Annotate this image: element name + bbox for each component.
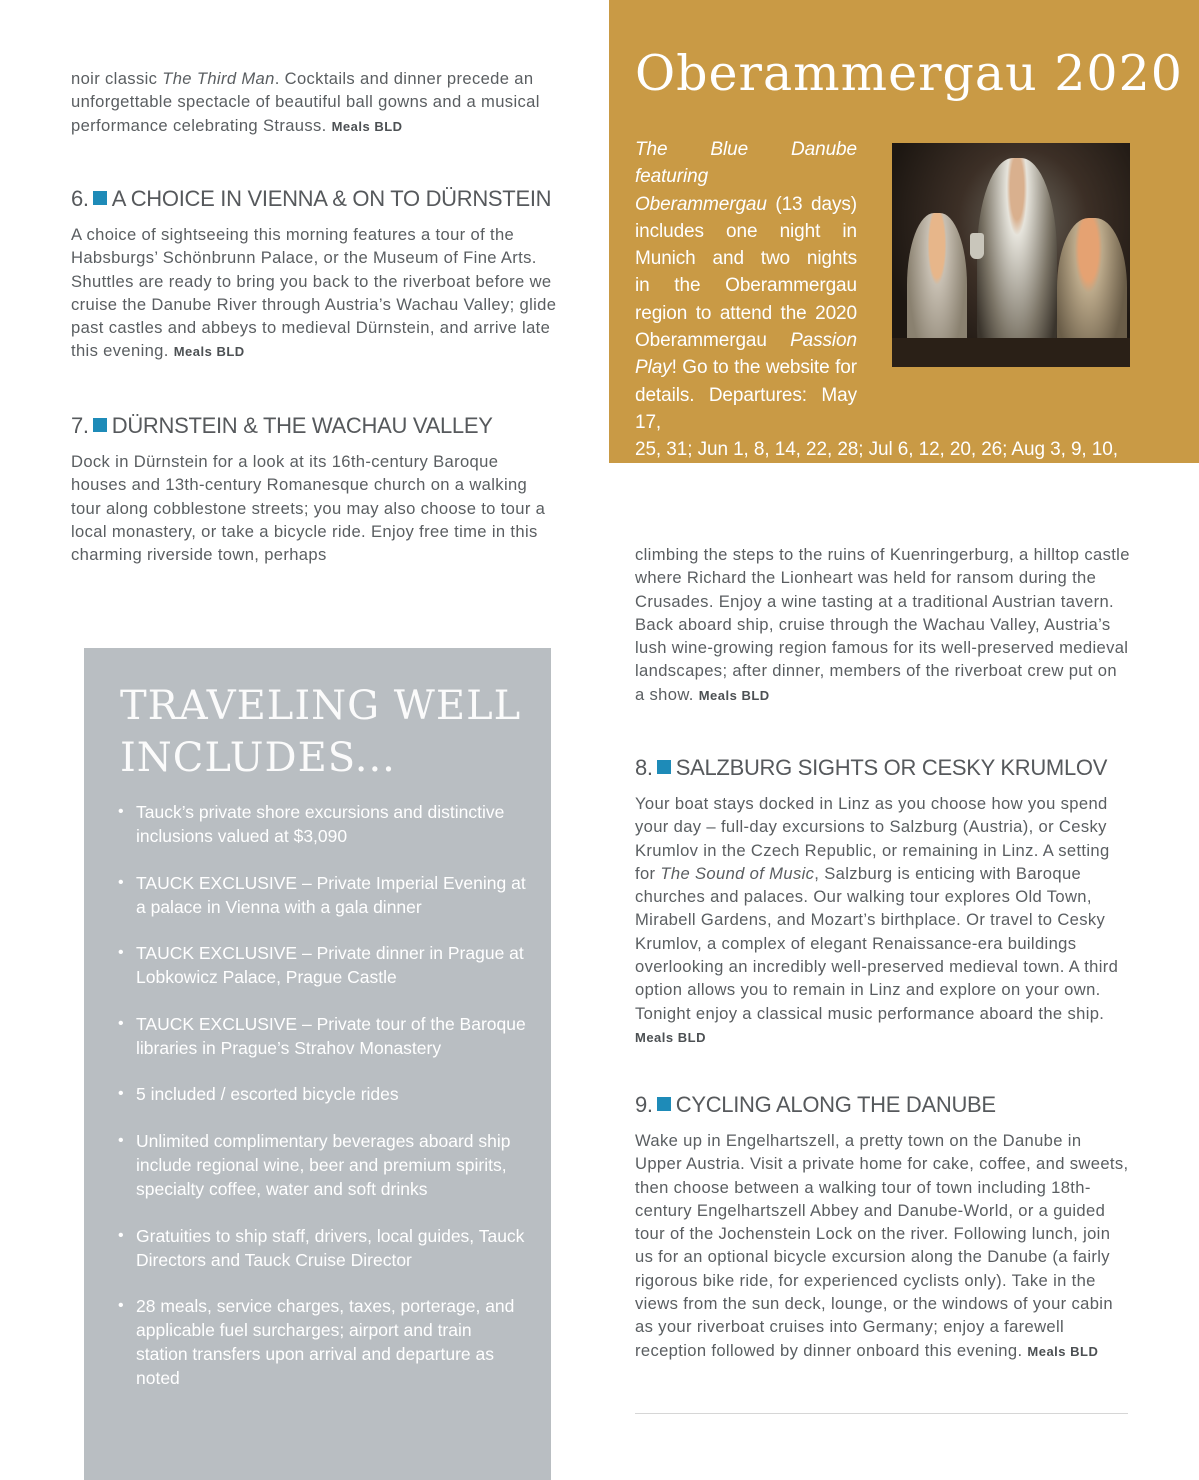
day6-text: A choice of sightseeing this morning features a tour of the Habsburgs’ Schönbrunn Palace, or the Museum of Fine Arts. Shuttles are ready to bring you back to the riverboat before we cruise the Danube River through Austria’s Wachau Valley; glide past castles and abbeys to medieval Dürnstein, and arrive late this evening. Meals BLD	[71, 225, 557, 361]
ober-line: region to attend the 2020	[635, 302, 857, 324]
ober-line: in the Oberammergau	[635, 275, 857, 297]
meals-label: Meals BLD	[635, 1029, 706, 1045]
day7-text: Dock in Dürnstein for a look at its 16th-century Baroque houses and 13th-century Romanesque church on a walking tour along cobblestone streets; you may also choose to tour a local monastery, or take a bicycle ride. Enjoy free time in this charming riverside town, perhaps	[71, 452, 546, 565]
meals-label: Meals BLD	[1027, 1343, 1099, 1359]
day9-text: Wake up in Engelhartszell, a pretty town on the Danube in Upper Austria. Visit a private home for cake, coffee, and sweets, then choose between a walking tour of town including 18th-century Engelhartszell Abbey and Danube-World, or a guided tour of the Jochenstein Lock on the river. Following lunch, join us for an optional bicycle excursion along the Danube (a fairly rigorous bike ride, for experienced cyclists only). Take in the views from the sun deck, lounge, or the windows of your cabin as your riverboat cruises into Germany; enjoy a farewell reception followed by dinner onboard this evening. Meals BLD	[635, 1131, 1129, 1360]
ober-line: includes one night in	[635, 220, 857, 242]
ober-line: The Blue Danube featuring	[635, 139, 857, 188]
ober-line: Munich and two nights	[635, 248, 857, 270]
day8-text: Your boat stays docked in Linz as you choose how you spend your day – full-day excursions to Salzburg (Austria), or Cesky Krumlov in the Czech Republic, or remaining in Linz. A setting for The Sound of Music, Salzburg is enticing with Baroque churches and palaces. Our walking tour explores Old Town, Mirabell Gardens, and Mozart’s birthplace. Or travel to Cesky Krumlov, a complex of elegant Renaissance-era buildings overlooking an incredibly well-preserved medieval town. A third option allows you to remain in Linz and explore on your own. Tonight enjoy a classical music performance aboard the ship. Meals BLD	[635, 794, 1119, 1045]
meals-label: Meals BLD	[698, 687, 770, 703]
ober-line: details. Departures: May 17,	[635, 384, 857, 433]
day7-heading: 7. DÜRNSTEIN & THE WACHAU VALLEY	[71, 413, 493, 438]
traveling-well-panel	[84, 648, 551, 1480]
list-item: • 5 included / escorted bicycle rides	[116, 1082, 526, 1106]
day7-section	[71, 412, 551, 566]
includes-list	[116, 800, 526, 1413]
ober-line: Oberammergau (13 days)	[635, 193, 857, 215]
oberammergau-panel	[609, 0, 1199, 488]
ober-line: Oberammergau Passion	[635, 330, 857, 352]
day6-section	[71, 185, 561, 364]
blue-square-icon	[93, 191, 107, 205]
blue-square-icon	[657, 760, 671, 774]
divider	[635, 1413, 1128, 1414]
list-item: • TAUCK EXCLUSIVE – Private dinner in Prague at Lobkowicz Palace, Prague Castle	[116, 941, 526, 989]
oberammergau-text	[635, 136, 1130, 491]
list-item: • Tauck’s private shore excursions and distinctive inclusions valued at $3,090	[116, 800, 526, 848]
traveling-well-title: TRAVELING WELL INCLUDES...	[120, 683, 522, 781]
list-item: • TAUCK EXCLUSIVE – Private tour of the Baroque libraries in Prague’s Strahov Monastery	[116, 1012, 526, 1060]
list-item: • Unlimited complimentary beverages aboard ship include regional wine, beer and premium spirits, specialty coffee, water and soft drinks	[116, 1129, 526, 1201]
day8-heading: 8. SALZBURG SIGHTS OR CESKY KRUMLOV	[635, 755, 1108, 780]
list-item: • Gratuities to ship staff, drivers, local guides, Tauck Directors and Tauck Cruise Director	[116, 1224, 526, 1272]
list-item: • TAUCK EXCLUSIVE – Private Imperial Evening at a palace in Vienna with a gala dinner	[116, 871, 526, 919]
day8-section	[635, 754, 1132, 1049]
meals-label: Meals BLD	[173, 344, 245, 360]
ober-line: Play! Go to the website for	[635, 357, 857, 379]
departure-dates: 25, 31; Jun 1, 8, 14, 22, 28; Jul 6, 12, 20, 26; Aug 3, 9, 10, 17, 23, 31; Sep 6, 13, 14, 21, 27	[635, 439, 1118, 488]
day7-continued-text: climbing the steps to the ruins of Kuenringerburg, a hilltop castle where Richard the Lionheart was held for ransom during the Crusades. Enjoy a wine tasting at a traditional Austrian tavern. Back aboard ship, cruise through the Wachau Valley, Austria’s lush wine-growing region famous for its well-preserved medieval landscapes; after dinner, members of the riverboat crew put on a show. Meals BLD	[635, 545, 1130, 704]
list-item: • 28 meals, service charges, taxes, porterage, and applicable fuel surcharges; airport and train station transfers upon arrival and departure as noted	[116, 1294, 526, 1390]
day9-section	[635, 1091, 1130, 1363]
oberammergau-title: Oberammergau 2020	[635, 45, 1183, 102]
day6-heading: 6. A CHOICE IN VIENNA & ON TO DÜRNSTEIN	[71, 186, 552, 211]
meals-label: Meals BLD	[331, 118, 403, 134]
day9-heading: 9. CYCLING ALONG THE DANUBE	[635, 1092, 996, 1117]
day5-continued-text: noir classic The Third Man. Cocktails and dinner precede an unforgettable spectacle of beautiful ball gowns and a musical performance celebrating Strauss. Meals BLD	[71, 69, 540, 135]
blue-square-icon	[93, 418, 107, 432]
blue-square-icon	[657, 1097, 671, 1111]
